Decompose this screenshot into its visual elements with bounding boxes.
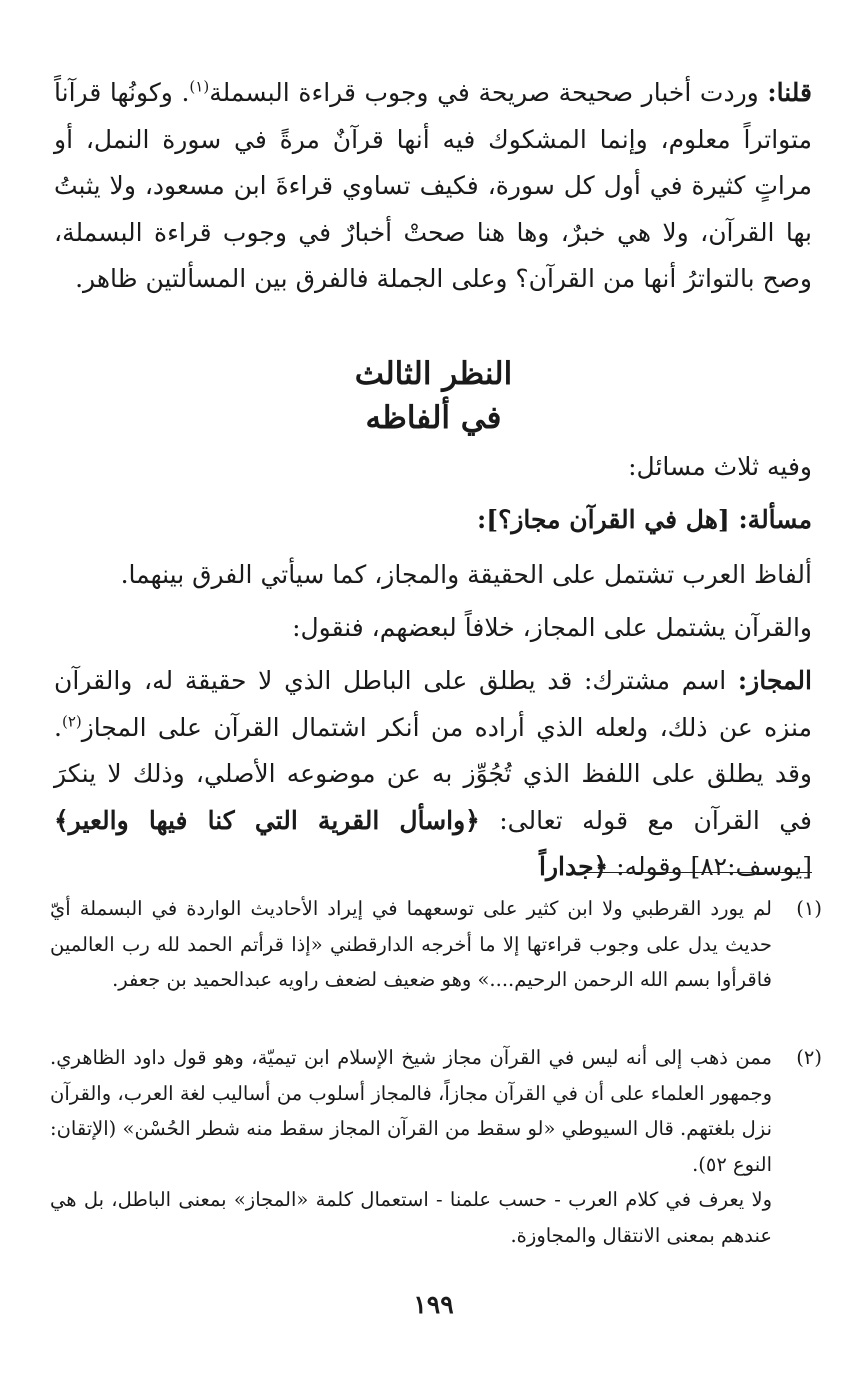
quran-line: والقرآن يشتمل على المجاز، خلافاً لبعضهم، فنقول: <box>292 613 812 642</box>
footnote-2 <box>50 1040 822 1253</box>
section-heading-title: النظر الثالث <box>354 356 513 392</box>
quran-verse-2: ﴿جداراً <box>539 852 609 881</box>
footnote-number: (٢) <box>796 1046 822 1069</box>
majaz-lead-word: المجاز: <box>737 666 812 695</box>
paragraph-text: اسم مشترك: قد يطلق على الباطل الذي لا حقيقة له، والقرآن منزه عن ذلك، ولعله الذي أراده من أنكر اشتمال القرآن على المجاز <box>54 666 812 742</box>
paragraph-text: . وكونُها قرآناً متواتراً معلوم، وإنما المشكوك فيه أنها قرآنٌ مرةً في سورة النمل، أو مراتٍ كثيرة في أول كل سورة، فكيف تساوي قراءةَ ابن مسعود، ولا يثبتُ بها القرآن، ولا هي خبرٌ، وها هنا صحتْ أخبارٌ في وجوب قراءة البسملة، وصح بالتواترُ أنها من القرآن؟ وعلى الجملة فالفرق بين المسألتين ظاهر. <box>54 78 812 293</box>
majaz-paragraph <box>54 658 812 891</box>
footnote-1 <box>50 891 822 998</box>
verse-reference: [يوسف:٨٢] <box>682 852 812 881</box>
question-line <box>54 497 812 544</box>
paragraph-text: وقوله: <box>608 852 683 881</box>
quran-verse-1: ﴿واسأل القرية التي كنا فيها والعير﴾ <box>54 805 480 835</box>
footnote-number: (١) <box>796 897 822 920</box>
footnote-ref-2[interactable]: (٢) <box>61 712 82 731</box>
paragraph-lead-word: قلنا: <box>767 78 812 107</box>
question-title: [هل في القرآن مجاز؟]: <box>477 505 739 534</box>
paragraph-text: وردت أخبار صحيحة صريحة في وجوب قراءة البسملة <box>209 78 768 107</box>
question-label: مسألة: <box>738 505 812 534</box>
footnote-text: ممن ذهب إلى أنه ليس في القرآن مجاز شيخ الإسلام ابن تيميّة، وهو قول داود الظاهري. وجمهور العلماء على أن في القرآن مجازاً، فالمجاز أسلوب من أساليب لغة العرب، والقرآن نزل بلغتهم. قال السيوطي «لو سقط من القرآن المجاز سقط منه شطر الحُسْن» (الإتقان: النوع ٥٢). <box>50 1046 772 1176</box>
footnote-separator <box>580 872 812 873</box>
words-line: ألفاظ العرب تشتمل على الحقيقة والمجاز، كما سيأتي الفرق بينهما. <box>120 560 812 589</box>
paragraph-text: . وقد يطلق على اللفظ الذي تُجُوِّز به عن موضوعه الأصلي، وذلك لا ينكرَ في القرآن مع قوله تعالى: <box>54 712 812 835</box>
section-heading-subtitle: في ألفاظه <box>365 400 502 436</box>
footnote-continuation: ولا يعرف في كلام العرب - حسب علمنا - استعمال كلمة «المجاز» بمعنى الباطل، بل هي عندهم بمعنى الانتقال والمجاوزة. <box>50 1188 772 1247</box>
footnote-ref-1[interactable]: (١) <box>189 77 210 96</box>
footnote-text: لم يورد القرطبي ولا ابن كثير على توسعهما في إيراد الأحاديث الواردة في البسملة أيّ حديث يدل على وجوب قراءتها إلا ما أخرجه الدارقطني «إذا قرأتم الحمد لله رب العالمين فاقرأوا بسم الله الرحمن الرحيم....» وهو ضعيف لضعف راويه عبدالحميد بن جعفر. <box>50 897 772 991</box>
page-number: ١٩٩ <box>413 1290 454 1319</box>
opening-paragraph <box>54 70 812 303</box>
intro-line: وفيه ثلاث مسائل: <box>628 452 812 481</box>
